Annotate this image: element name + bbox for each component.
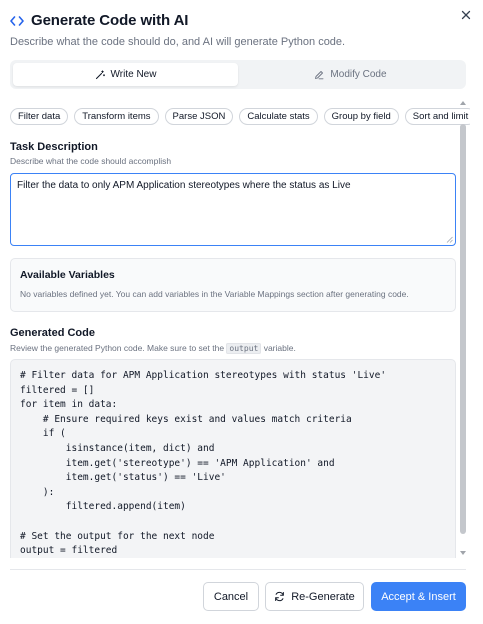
scrollbar[interactable] [459,100,467,558]
dialog-header [10,12,473,48]
dialog-body [0,100,470,558]
cancel-button[interactable] [203,582,259,611]
code-line: for item in data: [20,399,118,411]
scroll-up-arrow-icon[interactable] [460,101,466,105]
code-line: filtered = [] [20,384,95,396]
cancel-button-label: Cancel [213,590,249,603]
code-line: filtered.append(item) [20,501,186,513]
available-variables-text: No variables defined yet. You can add variables in the Variable Mappings section after generating code. [20,289,409,299]
task-description-label: Task Description [10,141,98,153]
resize-grip-icon[interactable] [446,236,453,243]
regenerate-button-label: Re-Generate [291,590,355,603]
available-variables-panel [10,258,456,312]
chip-transform-items[interactable]: Transform items [74,108,158,125]
template-chips [10,108,470,125]
task-description-input[interactable] [10,173,456,246]
tab-write-new[interactable] [13,63,238,86]
scroll-down-arrow-icon[interactable] [460,551,466,555]
code-line: ): [20,486,55,498]
code-line: item.get('status') == 'Live' [20,472,226,484]
code-line: # Set the output for the next node [20,530,215,542]
tab-modify-code-label: Modify Code [330,69,387,80]
magic-wand-icon [95,70,105,80]
chip-group-by-field[interactable]: Group by field [324,108,399,125]
tab-modify-code[interactable] [238,63,463,86]
output-variable-code: output [226,343,261,354]
code-line: isinstance(item, dict) and [20,443,215,454]
refresh-icon [274,591,285,602]
scrollbar-thumb[interactable] [460,124,466,534]
accept-insert-button[interactable] [371,582,466,611]
task-description-value: Filter the data to only APM Application stereotypes where the status as Live [17,180,351,191]
code-line: # Filter data for APM Application stereotypes with status 'Live' [20,370,387,381]
chip-filter-data[interactable]: Filter data [10,108,68,125]
regenerate-button[interactable] [265,582,364,611]
available-variables-title: Available Variables [20,269,115,281]
code-line: # Ensure required keys exist and values match criteria [20,413,352,425]
code-line: item.get('stereotype') == 'APM Application' and [20,457,335,469]
generated-code-help [10,343,296,353]
chip-sort-and-limit[interactable]: Sort and limit [405,108,470,125]
code-line: if ( [20,428,66,440]
generated-code-editor[interactable] [10,359,456,558]
generated-code-help-suffix: variable. [263,343,296,353]
mode-tabs [10,60,466,89]
tab-write-new-label: Write New [110,69,157,80]
footer-divider [10,569,466,570]
generated-code-label: Generated Code [10,327,95,339]
chip-parse-json[interactable]: Parse JSON [165,108,234,125]
accept-insert-button-label: Accept & Insert [381,590,456,603]
title-row [10,12,473,29]
pencil-icon [314,70,324,80]
code-icon [10,15,24,27]
task-description-help: Describe what the code should accomplish [10,156,172,166]
dialog-title: Generate Code with AI [31,12,189,29]
chip-calculate-stats[interactable]: Calculate stats [239,108,317,125]
dialog-subtitle: Describe what the code should do, and AI will generate Python code. [10,36,346,48]
close-icon[interactable] [459,8,473,22]
generated-code-help-prefix: Review the generated Python code. Make sure to set the [10,343,225,353]
code-line: output = filtered [20,545,118,557]
